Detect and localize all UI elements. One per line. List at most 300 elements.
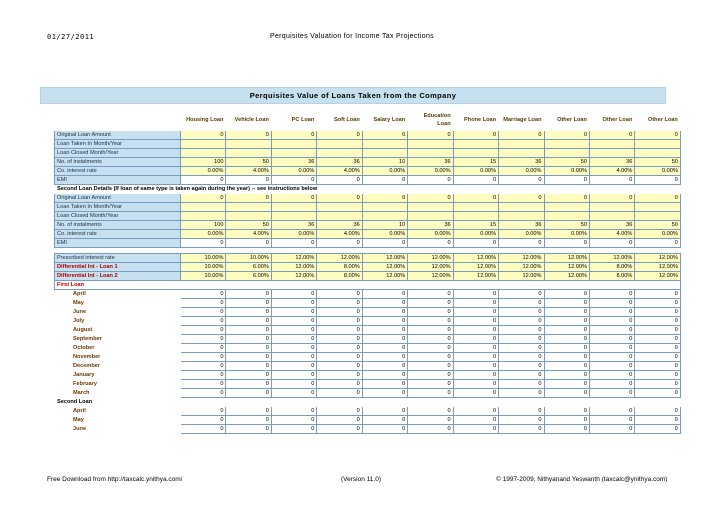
value-cell: 0 (589, 425, 634, 434)
value-cell: 0 (317, 308, 362, 317)
table-row (55, 185, 681, 194)
value-cell[interactable]: 0 (408, 194, 453, 203)
table-row (55, 425, 681, 434)
value-cell: 0 (453, 290, 498, 299)
value-cell: 0 (499, 326, 544, 335)
value-cell[interactable] (408, 149, 453, 158)
value-cell[interactable]: 0.00% (544, 167, 589, 176)
value-cell[interactable]: 36 (271, 158, 316, 167)
table-row (55, 389, 681, 398)
value-cell[interactable]: 12.00% (499, 263, 544, 272)
value-cell: 0 (271, 299, 316, 308)
value-cell[interactable] (317, 149, 362, 158)
row-label: Co. interest rate (55, 167, 181, 176)
value-cell[interactable]: 12.00% (635, 272, 680, 281)
table-row (55, 407, 681, 416)
value-cell: 0 (226, 239, 271, 248)
table-row (55, 254, 681, 263)
value-cell: 0 (453, 416, 498, 425)
value-cell: 0 (181, 389, 226, 398)
value-cell: 0 (544, 344, 589, 353)
value-cell: 0 (453, 317, 498, 326)
value-cell[interactable]: 50 (544, 158, 589, 167)
value-cell[interactable]: 10.00% (181, 254, 226, 263)
value-cell[interactable]: 36 (589, 158, 634, 167)
value-cell[interactable] (408, 212, 453, 221)
value-cell: 0 (271, 317, 316, 326)
value-cell: 0 (181, 308, 226, 317)
value-cell: 0 (226, 407, 271, 416)
value-cell: 0 (589, 326, 634, 335)
value-cell[interactable]: 0 (408, 131, 453, 140)
value-cell: 0 (271, 335, 316, 344)
value-cell[interactable]: 100 (181, 158, 226, 167)
value-cell[interactable] (499, 140, 544, 149)
column-header-row (55, 111, 681, 131)
row-label: Original Loan Amount (55, 131, 181, 140)
row-label: February (55, 380, 181, 389)
value-cell[interactable] (544, 203, 589, 212)
value-cell[interactable]: 0.00% (635, 230, 680, 239)
value-cell: 0 (544, 380, 589, 389)
value-cell: 0 (271, 344, 316, 353)
value-cell[interactable]: 0 (589, 131, 634, 140)
value-cell[interactable] (362, 203, 407, 212)
value-cell[interactable] (635, 212, 680, 221)
value-cell[interactable] (317, 203, 362, 212)
value-cell[interactable]: 0.00% (453, 230, 498, 239)
value-cell: 0 (271, 371, 316, 380)
value-cell[interactable] (226, 140, 271, 149)
value-cell[interactable] (544, 149, 589, 158)
value-cell[interactable] (362, 140, 407, 149)
value-cell[interactable]: 12.00% (362, 272, 407, 281)
value-cell[interactable] (271, 140, 316, 149)
value-cell: 0 (635, 362, 680, 371)
value-cell: 0 (453, 299, 498, 308)
value-cell: 0 (408, 335, 453, 344)
value-cell: 0 (635, 335, 680, 344)
value-cell: 0 (544, 176, 589, 185)
value-cell: 0 (181, 362, 226, 371)
value-cell[interactable] (181, 203, 226, 212)
value-cell[interactable]: 0.00% (271, 230, 316, 239)
value-cell[interactable] (453, 140, 498, 149)
value-cell: 0 (589, 389, 634, 398)
value-cell: 0 (362, 308, 407, 317)
report-title: Perquisites Valuation for Income Tax Projections (270, 33, 434, 40)
value-cell: 0 (544, 353, 589, 362)
value-cell: 0 (453, 335, 498, 344)
value-cell: 0 (589, 299, 634, 308)
value-cell: 0 (362, 407, 407, 416)
value-cell[interactable]: 12.00% (408, 272, 453, 281)
value-cell: 0 (408, 362, 453, 371)
value-cell[interactable]: 36 (589, 221, 634, 230)
value-cell[interactable]: 36 (317, 221, 362, 230)
row-label: EMI (55, 239, 181, 248)
value-cell[interactable]: 0.00% (499, 167, 544, 176)
value-cell[interactable] (181, 149, 226, 158)
value-cell[interactable] (499, 149, 544, 158)
value-cell: 0 (317, 371, 362, 380)
value-cell[interactable]: 0 (544, 194, 589, 203)
value-cell: 0 (181, 299, 226, 308)
value-cell[interactable] (499, 212, 544, 221)
value-cell: 0 (635, 290, 680, 299)
value-cell: 0 (453, 362, 498, 371)
col-header: PC Loan (271, 111, 316, 131)
value-cell: 0 (271, 380, 316, 389)
value-cell: 0 (589, 380, 634, 389)
value-cell[interactable]: 4.00% (589, 230, 634, 239)
value-cell: 0 (317, 326, 362, 335)
value-cell: 0 (499, 416, 544, 425)
value-cell[interactable]: 4.00% (317, 230, 362, 239)
value-cell[interactable]: 8.00% (589, 272, 634, 281)
corner-cell (55, 111, 181, 131)
value-cell[interactable]: 0 (317, 194, 362, 203)
value-cell: 0 (181, 326, 226, 335)
value-cell: 0 (453, 425, 498, 434)
value-cell: 0 (181, 371, 226, 380)
value-cell[interactable] (181, 140, 226, 149)
value-cell: 0 (362, 326, 407, 335)
value-cell[interactable]: 0 (226, 131, 271, 140)
value-cell[interactable]: 12.00% (408, 254, 453, 263)
value-cell: 0 (317, 344, 362, 353)
table-row (55, 317, 681, 326)
value-cell[interactable]: 12.00% (271, 254, 316, 263)
row-label: Differential Int - Loan 2 (55, 272, 181, 281)
value-cell[interactable]: 12.00% (453, 254, 498, 263)
footer-download-link[interactable]: Free Download from http://taxcalc.ynithya.com/ (47, 476, 183, 483)
value-cell[interactable] (408, 140, 453, 149)
value-cell[interactable] (635, 149, 680, 158)
value-cell[interactable]: 12.00% (453, 272, 498, 281)
value-cell: 0 (362, 353, 407, 362)
value-cell: 0 (589, 308, 634, 317)
value-cell: 0 (453, 371, 498, 380)
value-cell: 0 (453, 380, 498, 389)
value-cell: 0 (499, 344, 544, 353)
value-cell: 0 (408, 326, 453, 335)
value-cell: 0 (362, 389, 407, 398)
value-cell[interactable]: 36 (408, 158, 453, 167)
value-cell: 0 (181, 416, 226, 425)
value-cell: 0 (589, 416, 634, 425)
value-cell[interactable] (635, 203, 680, 212)
value-cell[interactable]: 36 (499, 221, 544, 230)
row-label: May (55, 299, 181, 308)
col-header: Phone Loan (453, 111, 498, 131)
value-cell[interactable]: 4.00% (589, 167, 634, 176)
value-cell[interactable] (226, 203, 271, 212)
value-cell: 0 (408, 239, 453, 248)
value-cell[interactable] (589, 149, 634, 158)
value-cell: 0 (271, 389, 316, 398)
row-label: Loan Taken In Month/Year (55, 140, 181, 149)
value-cell[interactable]: 10 (362, 158, 407, 167)
row-label: No. of instalments (55, 158, 181, 167)
value-cell[interactable]: 0.00% (362, 230, 407, 239)
row-label: Loan Taken In Month/Year (55, 203, 181, 212)
value-cell: 0 (362, 239, 407, 248)
value-cell: 0 (635, 416, 680, 425)
table-row (55, 149, 681, 158)
value-cell: 0 (635, 353, 680, 362)
col-header: Housing Loan (181, 111, 226, 131)
value-cell[interactable] (589, 203, 634, 212)
value-cell: 0 (226, 317, 271, 326)
value-cell: 0 (499, 425, 544, 434)
value-cell[interactable]: 4.00% (226, 230, 271, 239)
value-cell[interactable]: 8.00% (317, 263, 362, 272)
value-cell[interactable] (226, 212, 271, 221)
value-cell: 0 (408, 389, 453, 398)
value-cell[interactable] (181, 212, 226, 221)
value-cell: 0 (408, 416, 453, 425)
value-cell[interactable] (544, 212, 589, 221)
value-cell[interactable]: 0 (453, 194, 498, 203)
value-cell: 0 (499, 380, 544, 389)
value-cell: 0 (544, 416, 589, 425)
col-header: Other Loan (544, 111, 589, 131)
value-cell[interactable] (317, 140, 362, 149)
value-cell: 0 (499, 362, 544, 371)
section-banner: Perquisites Value of Loans Taken from the Company (40, 87, 666, 104)
value-cell[interactable]: 0.00% (271, 167, 316, 176)
value-cell[interactable]: 0 (271, 131, 316, 140)
value-cell[interactable] (362, 149, 407, 158)
value-cell: 0 (453, 326, 498, 335)
value-cell[interactable] (408, 203, 453, 212)
value-cell[interactable]: 50 (635, 221, 680, 230)
value-cell: 0 (635, 308, 680, 317)
value-cell[interactable]: 10.00% (181, 263, 226, 272)
value-cell[interactable]: 0.00% (453, 167, 498, 176)
value-cell: 0 (362, 425, 407, 434)
value-cell[interactable]: 50 (544, 221, 589, 230)
value-cell[interactable]: 10 (362, 221, 407, 230)
value-cell[interactable]: 0 (226, 194, 271, 203)
row-label: March (55, 389, 181, 398)
col-header: Vehicle Loan (226, 111, 271, 131)
value-cell[interactable]: 0.00% (181, 167, 226, 176)
value-cell[interactable]: 0 (181, 194, 226, 203)
value-cell: 0 (226, 371, 271, 380)
value-cell: 0 (181, 317, 226, 326)
value-cell[interactable]: 12.00% (453, 263, 498, 272)
value-cell: 0 (499, 335, 544, 344)
value-cell: 0 (181, 176, 226, 185)
value-cell: 0 (499, 308, 544, 317)
table-row (55, 230, 681, 239)
value-cell: 0 (499, 353, 544, 362)
value-cell[interactable]: 12.00% (317, 254, 362, 263)
row-label: August (55, 326, 181, 335)
table-row (55, 221, 681, 230)
value-cell[interactable]: 12.00% (408, 263, 453, 272)
col-header: Other Loan (589, 111, 634, 131)
value-cell[interactable]: 0 (635, 131, 680, 140)
value-cell[interactable]: 12.00% (544, 263, 589, 272)
value-cell[interactable] (317, 212, 362, 221)
row-label: July (55, 317, 181, 326)
value-cell: 0 (181, 425, 226, 434)
row-label: First Loan (55, 281, 681, 290)
value-cell[interactable]: 0.00% (408, 167, 453, 176)
value-cell: 0 (408, 371, 453, 380)
value-cell[interactable]: 0 (362, 131, 407, 140)
value-cell[interactable]: 0.00% (362, 167, 407, 176)
table-row (55, 326, 681, 335)
value-cell[interactable]: 6.00% (226, 272, 271, 281)
value-cell[interactable]: 12.00% (271, 263, 316, 272)
value-cell[interactable] (544, 140, 589, 149)
value-cell: 0 (408, 176, 453, 185)
value-cell: 0 (362, 299, 407, 308)
value-cell[interactable]: 0 (499, 131, 544, 140)
value-cell[interactable] (271, 203, 316, 212)
value-cell[interactable] (362, 212, 407, 221)
value-cell[interactable]: 0 (271, 194, 316, 203)
value-cell[interactable]: 36 (317, 158, 362, 167)
value-cell: 0 (226, 416, 271, 425)
value-cell[interactable]: 12.00% (362, 263, 407, 272)
row-label: December (55, 362, 181, 371)
value-cell[interactable]: 0.00% (181, 230, 226, 239)
value-cell[interactable]: 100 (181, 221, 226, 230)
value-cell[interactable]: 0 (453, 131, 498, 140)
table-row (55, 416, 681, 425)
value-cell[interactable]: 15 (453, 221, 498, 230)
value-cell[interactable]: 0 (635, 194, 680, 203)
value-cell[interactable]: 4.00% (226, 167, 271, 176)
value-cell[interactable]: 12.00% (362, 254, 407, 263)
value-cell[interactable]: 50 (226, 158, 271, 167)
value-cell: 0 (226, 344, 271, 353)
value-cell: 0 (544, 308, 589, 317)
value-cell[interactable] (635, 140, 680, 149)
value-cell[interactable]: 36 (408, 221, 453, 230)
value-cell[interactable]: 10.00% (181, 272, 226, 281)
value-cell[interactable]: 15 (453, 158, 498, 167)
value-cell: 0 (544, 407, 589, 416)
value-cell[interactable]: 12.00% (635, 254, 680, 263)
value-cell: 0 (635, 317, 680, 326)
value-cell[interactable]: 0.00% (635, 167, 680, 176)
value-cell[interactable] (589, 140, 634, 149)
value-cell: 0 (181, 335, 226, 344)
value-cell: 0 (317, 380, 362, 389)
value-cell[interactable]: 12.00% (499, 254, 544, 263)
value-cell[interactable]: 0 (589, 194, 634, 203)
table-row (55, 131, 681, 140)
value-cell: 0 (408, 353, 453, 362)
row-label: No. of instalments (55, 221, 181, 230)
value-cell[interactable] (226, 149, 271, 158)
value-cell: 0 (589, 290, 634, 299)
value-cell: 0 (589, 353, 634, 362)
value-cell[interactable] (271, 149, 316, 158)
value-cell[interactable]: 10.00% (226, 254, 271, 263)
value-cell[interactable]: 6.00% (226, 263, 271, 272)
value-cell[interactable] (453, 149, 498, 158)
value-cell: 0 (408, 290, 453, 299)
value-cell[interactable] (589, 212, 634, 221)
value-cell: 0 (226, 308, 271, 317)
value-cell: 0 (453, 407, 498, 416)
value-cell: 0 (408, 317, 453, 326)
value-cell: 0 (635, 344, 680, 353)
value-cell[interactable]: 36 (271, 221, 316, 230)
value-cell[interactable]: 0 (499, 194, 544, 203)
value-cell: 0 (453, 353, 498, 362)
table-row (55, 212, 681, 221)
value-cell[interactable]: 0.00% (499, 230, 544, 239)
col-header: Education Loan (408, 111, 453, 131)
value-cell[interactable]: 12.00% (589, 254, 634, 263)
row-label: EMI (55, 176, 181, 185)
value-cell[interactable]: 12.00% (635, 263, 680, 272)
value-cell[interactable] (271, 212, 316, 221)
row-label: Loan Closed Month/Year (55, 149, 181, 158)
value-cell: 0 (317, 176, 362, 185)
value-cell: 0 (271, 353, 316, 362)
value-cell: 0 (226, 290, 271, 299)
value-cell[interactable]: 0 (362, 194, 407, 203)
value-cell: 0 (362, 176, 407, 185)
col-header: Other Loan (635, 111, 680, 131)
value-cell: 0 (453, 389, 498, 398)
value-cell: 0 (544, 239, 589, 248)
value-cell[interactable]: 50 (635, 158, 680, 167)
value-cell[interactable]: 12.00% (499, 272, 544, 281)
table-row (55, 353, 681, 362)
value-cell[interactable]: 0.00% (544, 230, 589, 239)
value-cell: 0 (544, 371, 589, 380)
value-cell[interactable]: 50 (226, 221, 271, 230)
table-row (55, 239, 681, 248)
value-cell: 0 (589, 407, 634, 416)
value-cell[interactable] (453, 203, 498, 212)
row-label: October (55, 344, 181, 353)
value-cell[interactable]: 0 (181, 131, 226, 140)
value-cell[interactable]: 4.00% (317, 167, 362, 176)
value-cell[interactable]: 0 (317, 131, 362, 140)
value-cell[interactable]: 8.00% (317, 272, 362, 281)
value-cell: 0 (499, 176, 544, 185)
value-cell[interactable]: 0.00% (408, 230, 453, 239)
col-header: Soft Loan (317, 111, 362, 131)
value-cell[interactable]: 12.00% (544, 272, 589, 281)
value-cell: 0 (635, 176, 680, 185)
value-cell: 0 (226, 389, 271, 398)
value-cell[interactable] (499, 203, 544, 212)
value-cell[interactable]: 8.00% (589, 263, 634, 272)
value-cell: 0 (317, 389, 362, 398)
value-cell: 0 (635, 425, 680, 434)
row-label: Prescribed interest rate (55, 254, 181, 263)
value-cell[interactable]: 36 (499, 158, 544, 167)
value-cell[interactable]: 12.00% (544, 254, 589, 263)
value-cell: 0 (544, 317, 589, 326)
value-cell[interactable]: 0 (544, 131, 589, 140)
value-cell[interactable] (453, 212, 498, 221)
value-cell[interactable]: 12.00% (271, 272, 316, 281)
table-row (55, 308, 681, 317)
